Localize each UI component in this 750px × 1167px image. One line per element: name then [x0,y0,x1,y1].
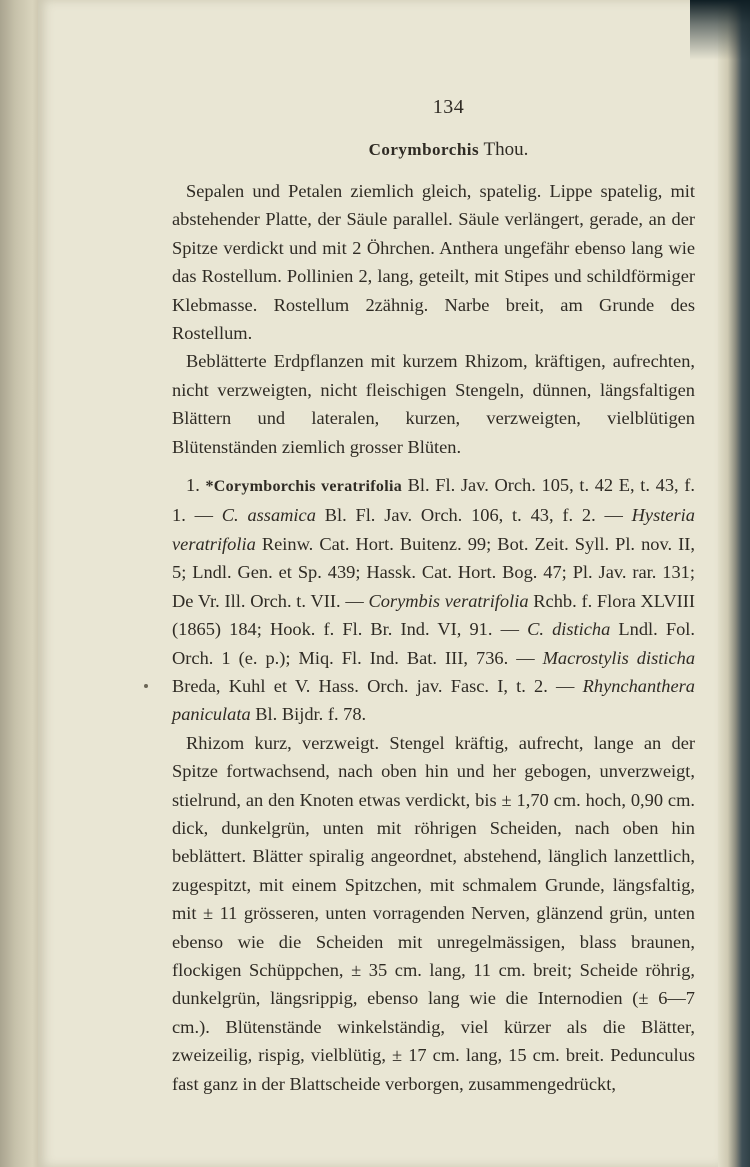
citation-text: Lndl. Fol. Orch. 1 (e. p.); Miq. Fl. Ind. Bat. III, 736. — [172,619,695,668]
citation-text: Reinw. Cat. Hort. Buitenz. 99; Bot. Zeit. Syll. Pl. nov. II, 5; Lndl. Gen. et Sp. 439; Hassk. Cat. Hort. Bog. 47; Pl. Jav. rar. 131; De Vr. Ill. Orch. t. VII. — [172,533,695,611]
synonym: Macrostylis disticha [542,647,696,668]
species-synonymy [172,471,695,729]
citation-text: Bl. Bijdr. f. 78. [250,704,367,725]
margin-dot [144,684,148,688]
citation-text: Rchb. f. Flora XLVIII (1865) 184; Hook. f. Fl. Br. Ind. VI, 91. — [172,590,695,640]
species-name: *Corymborchis veratrifolia [205,478,402,496]
page-edge-shadow [690,0,750,60]
page-edge [718,0,750,1167]
genus-author: Thou. [483,139,529,160]
synonym: C. assamica [221,505,316,526]
genus-description: Sepalen und Petalen ziemlich gleich, spatelig. Lippe spatelig, mit abstehender Platte, der Säule parallel. Säule verlängert, gerade, an der Spitze verdickt und mit 2 Öhrchen. Anthera ungefähr ebenso lang wie das Rostellum. Pollinien 2, lang, geteilt, mit Stipes und schildförmiger Klebmasse. Rostellum 2zähnig. Narbe breit, am Grunde des Rostellum. [172,181,695,344]
synonym: Corymbis veratrifolia [368,590,529,611]
species-description: Rhizom kurz, verzweigt. Stengel kräftig, aufrecht, lange an der Spitze fortwachsend, nach oben hin und her gebogen, unverzweigt, stielrund, an den Knoten etwas verdickt, bis ± 1,70 cm. hoch, 0,90 cm. dick, dunkelgrün, unten mit röhrigen Scheiden, nach oben hin beblättert. Blätter spiralig angeordnet, abstehend, länglich lanzettlich, zugespitzt, mit einem Spitzchen, mit schmalem Grunde, längsfaltig, mit ± 11 grösseren, unten vorragenden Nerven, glänzend grün, unten ebenso wie die Scheiden mit unregelmässigen, blass braunen, flockigen Schüppchen, ± 35 cm. lang, 11 cm. breit; Scheide röhrig, dunkelgrün, längsrippig, ebenso lang wie die Internodien (± 6—7 cm.). Blütenstände winkelständig, viel kürzer als die Blätter, zweizeilig, rispig, vielblütig, ± 17 cm. lang, 15 cm. breit. Pedunculus fast ganz in der Blattscheide verborgen, zusammengedrückt, [172,732,695,1094]
genus-name: Corymborchis [368,140,480,159]
page-number: 134 [432,96,465,118]
citation-text: Bl. Fl. Jav. Orch. 105, t. 42 E, t. 43, f. 1. — [172,475,695,526]
synonym: Hysteria veratrifolia [172,505,695,554]
genus-habit: Beblätterte Erdpflanzen mit kurzem Rhizom, kräftigen, aufrechten, nicht verzweigten, nicht fleischigen Stengeln, dünnen, längsfaltigen Blättern und lateralen, kurzen, verzweigten, vielblütigen Blütenständen ziemlich grosser Blüten. [172,351,695,457]
synonym: C. disticha [527,619,611,640]
citation-text: Breda, Kuhl et V. Hass. Orch. jav. Fasc. I, t. 2. — [172,675,583,696]
synonym: Rhynchanthera paniculata [172,675,695,725]
citation-text: Bl. Fl. Jav. Orch. 106, t. 43, f. 2. — [315,505,632,526]
genus-heading [172,139,695,161]
species-number: 1. [186,475,200,496]
book-gutter [0,0,38,1167]
page-text [172,96,695,1098]
